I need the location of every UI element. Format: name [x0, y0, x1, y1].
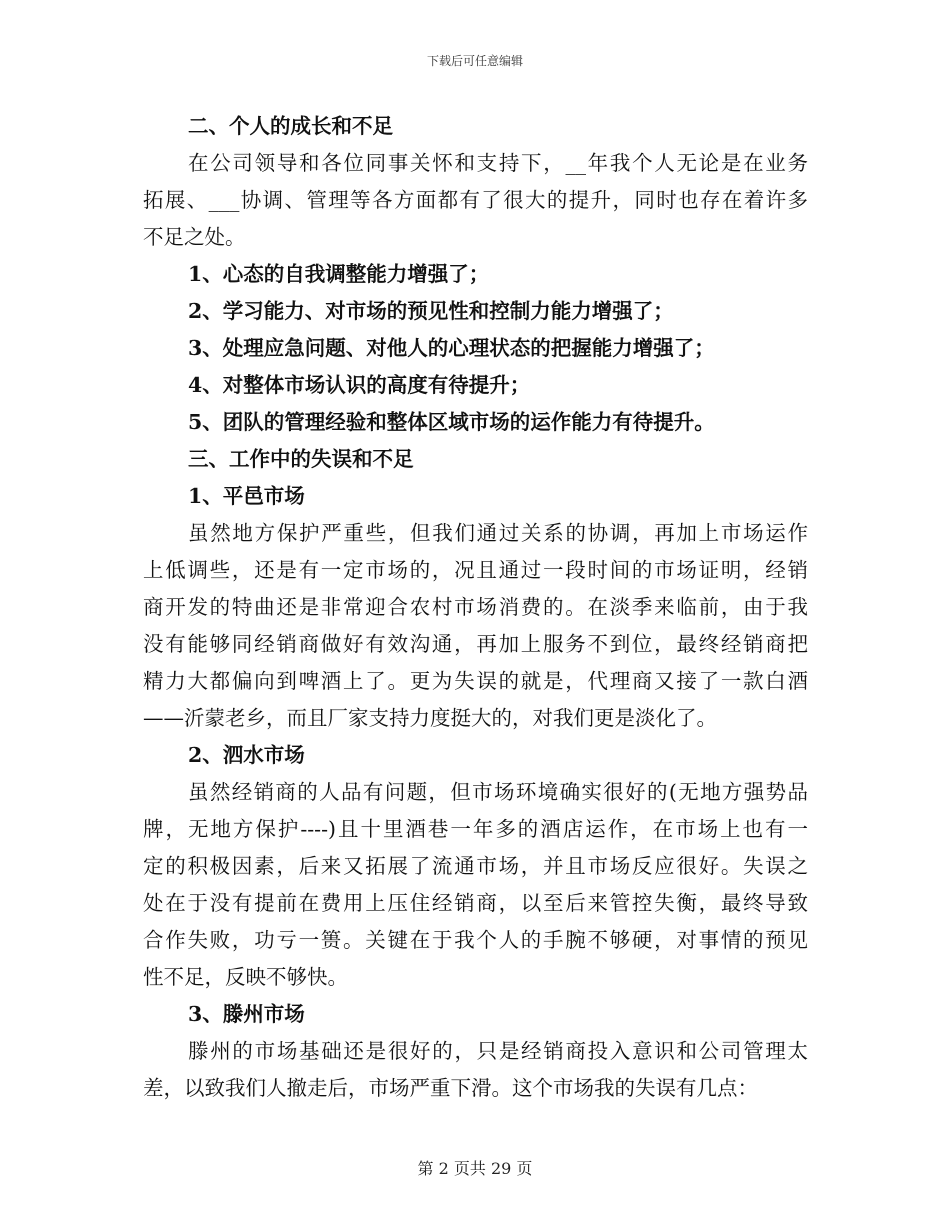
- paragraph-line: 牌，无地方保护----)且十里酒巷一年多的酒店运作，在市场上也有一: [143, 817, 808, 841]
- paragraph-line: 在公司领导和各位同事关怀和支持下，__年我个人无论是在业务: [188, 151, 808, 175]
- page-header: 下载后可任意编辑: [426, 54, 523, 68]
- paragraph-line: 虽然经销商的人品有问题，但市场环境确实很好的(无地方强势品: [188, 780, 808, 804]
- paragraph-line: 滕州的市场基础还是很好的，只是经销商投入意识和公司管理太: [188, 1039, 808, 1063]
- list-item-4: 4、对整体市场认识的高度有待提升；: [188, 373, 531, 397]
- subheading-tengzhou: 3、滕州市场: [188, 1002, 305, 1026]
- paragraph-line: 没有能够同经销商做好有效沟通，再加上服务不到位，最终经销商把: [143, 632, 808, 656]
- list-item-3: 3、处理应急问题、对他人的心理状态的把握能力增强了；: [188, 336, 715, 360]
- document-body: [143, 108, 808, 1107]
- subheading-sishui: 2、泗水市场: [188, 743, 305, 767]
- subheading-pingyi: 1、平邑市场: [188, 484, 305, 508]
- page-footer: 第 2 页共 29 页: [417, 1159, 533, 1178]
- section-heading-mistakes: 三、工作中的失误和不足: [188, 447, 414, 471]
- list-item-1: 1、心态的自我调整能力增强了；: [188, 262, 490, 286]
- paragraph-line: 性不足，反映不够快。: [143, 965, 348, 989]
- paragraph-line: 上低调些，还是有一定市场的，况且通过一段时间的市场证明，经销: [143, 558, 808, 582]
- paragraph-line: 定的积极因素，后来又拓展了流通市场，并且市场反应很好。失误之: [143, 854, 808, 878]
- paragraph-line: 差，以致我们人撤走后，市场严重下滑。这个市场我的失误有几点：: [143, 1076, 758, 1100]
- list-item-5: 5、团队的管理经验和整体区域市场的运作能力有待提升。: [188, 410, 715, 434]
- paragraph-line: ——沂蒙老乡，而且厂家支持力度挺大的，对我们更是淡化了。: [143, 706, 717, 730]
- paragraph-line: 商开发的特曲还是非常迎合农村市场消费的。在淡季来临前，由于我: [143, 595, 808, 619]
- paragraph-line: 拓展、___协调、管理等各方面都有了很大的提升，同时也存在着许多: [143, 188, 808, 212]
- list-item-2: 2、学习能力、对市场的预见性和控制力能力增强了；: [188, 299, 674, 323]
- paragraph-line: 精力大都偏向到啤酒上了。更为失误的就是，代理商又接了一款白酒: [143, 669, 808, 693]
- paragraph-line: 合作失败，功亏一篑。关键在于我个人的手腕不够硬，对事情的预见: [143, 928, 808, 952]
- paragraph-line: 处在于没有提前在费用上压住经销商，以至后来管控失衡，最终导致: [143, 891, 808, 915]
- paragraph-line: 虽然地方保护严重些，但我们通过关系的协调，再加上市场运作: [188, 521, 808, 545]
- paragraph-line: 不足之处。: [143, 225, 246, 249]
- section-heading-growth: 二、个人的成长和不足: [188, 114, 393, 138]
